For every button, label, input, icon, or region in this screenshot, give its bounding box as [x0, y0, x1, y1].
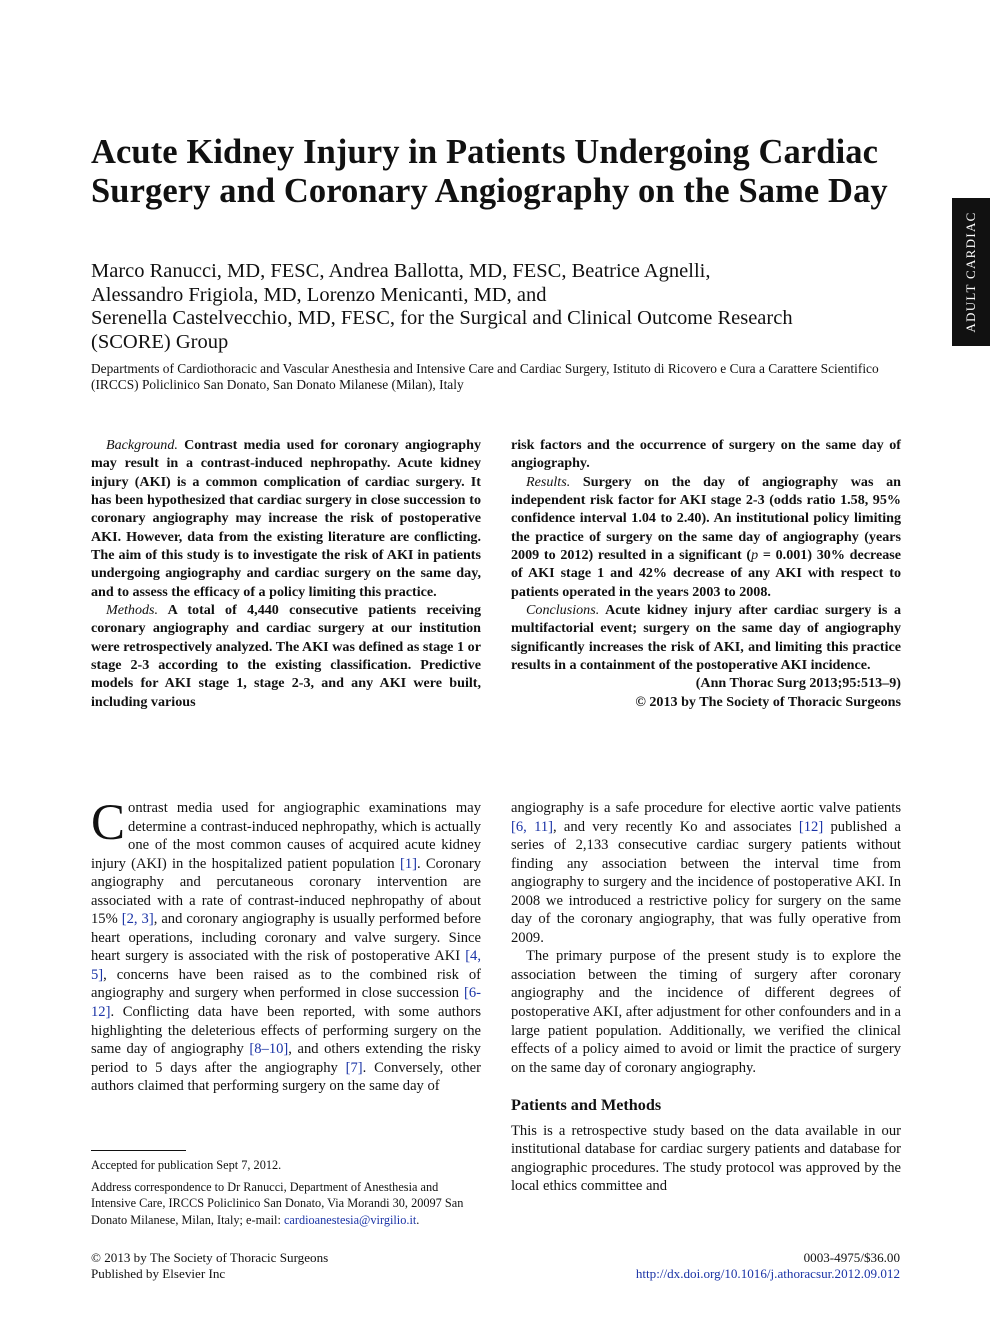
- footer-right: [636, 1250, 900, 1282]
- section-tab-label: ADULT CARDIAC: [963, 211, 978, 333]
- article-title: Acute Kidney Injury in Patients Undergoing Cardiac Surgery and Coronary Angiography on the Same Day: [91, 133, 888, 210]
- abstract-results: Results. Surgery on the day of angiography was an independent risk factor for AKI stage 2-3 (odds ratio 1.58, 95% confidence interval 1.04 to 2.40). An institutional policy limiting the practice of surgery on the same day of angiography (years 2009 to 2012) resulted in a significant (p = 0.001) 30% decrease of AKI stage 1 and 42% decrease of any AKI with respect to patients operated in the years 2003 to 2008.: [511, 473, 902, 600]
- background-label: Background.: [106, 437, 178, 453]
- footer-left: [91, 1250, 328, 1282]
- abstract-background: Background. Contrast media used for coronary angiography may result in a contrast-induced nephropathy. Acute kidney injury (AKI) is a common complication of cardiac surgery. It has been hypothesized that cardiac surgery in close succession to coronary angiography may increase the risk of postoperative AKI. However, data from the existing literature are conflicting. The aim of this study is to investigate the risk of AKI in patients undergoing angiography and cardiac surgery on the same day, and to assess the efficacy of a policy limiting this practice.: [91, 437, 481, 600]
- body-right-column: [511, 799, 901, 1196]
- footnote: [91, 1157, 481, 1234]
- abstract-right-column: [511, 436, 901, 711]
- section-heading: Patients and Methods: [511, 1096, 662, 1115]
- author-line: Marco Ranucci, MD, FESC, Andrea Ballotta, MD, FESC, Beatrice Agnelli,: [91, 260, 711, 282]
- reference-link[interactable]: [12]: [798, 818, 824, 835]
- section-tab: [952, 198, 990, 346]
- email-link[interactable]: cardioanestesia@virgilio.it: [283, 1212, 417, 1227]
- footer-issn: 0003-4975/$36.00: [803, 1250, 900, 1265]
- author-line: Serenella Castelvecchio, MD, FESC, for the Surgical and Clinical Outcome Research: [91, 307, 793, 330]
- purpose-paragraph: The primary purpose of the present study is to explore the association between the timing of surgery after coronary angiography and the incidence of different degrees of postoperative AKI, after adjustment for other confounders and in a large patient population. Additionally, we verified the clinical effects of a policy aimed to avoid or limit the practice of surgery on the same day of coronary angiography.: [511, 948, 901, 1076]
- reference-link[interactable]: [6, 11]: [511, 818, 553, 835]
- reference-link[interactable]: [2, 3]: [121, 911, 154, 928]
- methods-paragraph: This is a retrospective study based on the data available in our institutional database for cardiac surgery patients and database for angiographic procedures. The study protocol was approved by the local ethics committee and: [511, 1122, 901, 1195]
- abstract-methods: Methods. A total of 4,440 consecutive patients receiving coronary angiography and cardiac surgery at our institution were retrospectively analyzed. The AKI was defined as stage 1 or stage 2-3 according to the existing classification. Predictive models for AKI stage 1, stage 2-3, and any AKI were built, including various: [91, 602, 481, 710]
- drop-cap: C: [91, 795, 126, 851]
- author-list: [91, 260, 891, 354]
- reference-link[interactable]: [7]: [345, 1059, 363, 1076]
- body-left-column: [91, 795, 481, 1096]
- abstract-left-column: [91, 436, 481, 711]
- correspondence-address: Address correspondence to Dr Ranucci, Department of Anesthesia and Intensive Care, IRCCS Policlinico San Donato, Via Morandi 30, 20097 San Donato Milanese, Milan, Italy; e-mail: cardioanestesia@virgilio.it.: [91, 1180, 464, 1227]
- reference-link[interactable]: [4, 5]: [91, 948, 481, 983]
- intro-paragraph: Contrast media used for angiographic examinations may determine a contrast-induced nephropathy, which is actually one of the most common causes of acquired acute kidney injury (AKI) in the hospitalized patient population [1]. Coronary angiography and percutaneous coronary intervention are associated with a rate of contrast-induced nephropathy of about 15% [2, 3], and coronary angiography is usually performed before heart operations, including coronary and valve surgery. Since heart surgery is associated with the risk of postoperative AKI [4, 5], concerns have been raised as to the combined risk of angiography and surgery when performed in close succession [6-12]. Conflicting data have been reported, with some authors highlighting the deleterious effects of performing surgery on the same day of angiography [8–10], and others extending the risky period to 5 days after the angiography [7]. Conversely, other authors claimed that performing surgery on the same day of: [91, 795, 481, 1095]
- reference-link[interactable]: [8–10]: [249, 1041, 289, 1058]
- footer-publisher: Published by Elsevier Inc: [91, 1266, 226, 1281]
- doi-link[interactable]: http://dx.doi.org/10.1016/j.athoracsur.2012.09.012: [635, 1266, 900, 1281]
- results-label: Results.: [526, 473, 571, 490]
- conclusions-label: Conclusions.: [526, 602, 600, 619]
- footnote-divider: [91, 1150, 186, 1151]
- abstract-copyright: © 2013 by The Society of Thoracic Surgeons: [635, 693, 901, 710]
- methods-label: Methods.: [106, 602, 159, 619]
- reference-link[interactable]: [1]: [399, 855, 417, 872]
- abstract-methods-continued: risk factors and the occurrence of surgery on the same day of angiography.: [511, 437, 901, 472]
- author-line: (SCORE) Group: [91, 330, 229, 353]
- abstract-conclusions: Conclusions. Acute kidney injury after cardiac surgery is a multifactorial event; surgery on the same day of angiography significantly increases the risk of AKI, and limiting this practice results in a containment of the postoperative AKI incidence.: [511, 602, 901, 674]
- footer-copyright: © 2013 by The Society of Thoracic Surgeons: [91, 1250, 329, 1265]
- journal-citation: (Ann Thorac Surg 2013;95:513–9): [695, 675, 901, 692]
- intro-paragraph-continued: angiography is a safe procedure for elective aortic valve patients [6, 11], and very recently Ko and associates [12] published a series of 2,133 consecutive cardiac surgery patients without finding any association between the interval time from angiography to surgery and the incidence of postoperative AKI. In 2008 we introduced a restrictive policy for surgery on the same day of the coronary angiography, that was fully operative from 2009.: [511, 800, 901, 946]
- reference-link[interactable]: [6-12]: [91, 985, 481, 1021]
- author-line: Alessandro Frigiola, MD, Lorenzo Menicanti, MD, and: [91, 283, 547, 306]
- affiliation: Departments of Cardiothoracic and Vascular Anesthesia and Intensive Care and Cardiac Surgery, Istituto di Ricovero e Cura a Carattere Scientifico (IRCCS) Policlinico San Donato, San Donato Milanese (Milan), Italy: [91, 361, 879, 392]
- accepted-date: Accepted for publication Sept 7, 2012.: [91, 1158, 282, 1172]
